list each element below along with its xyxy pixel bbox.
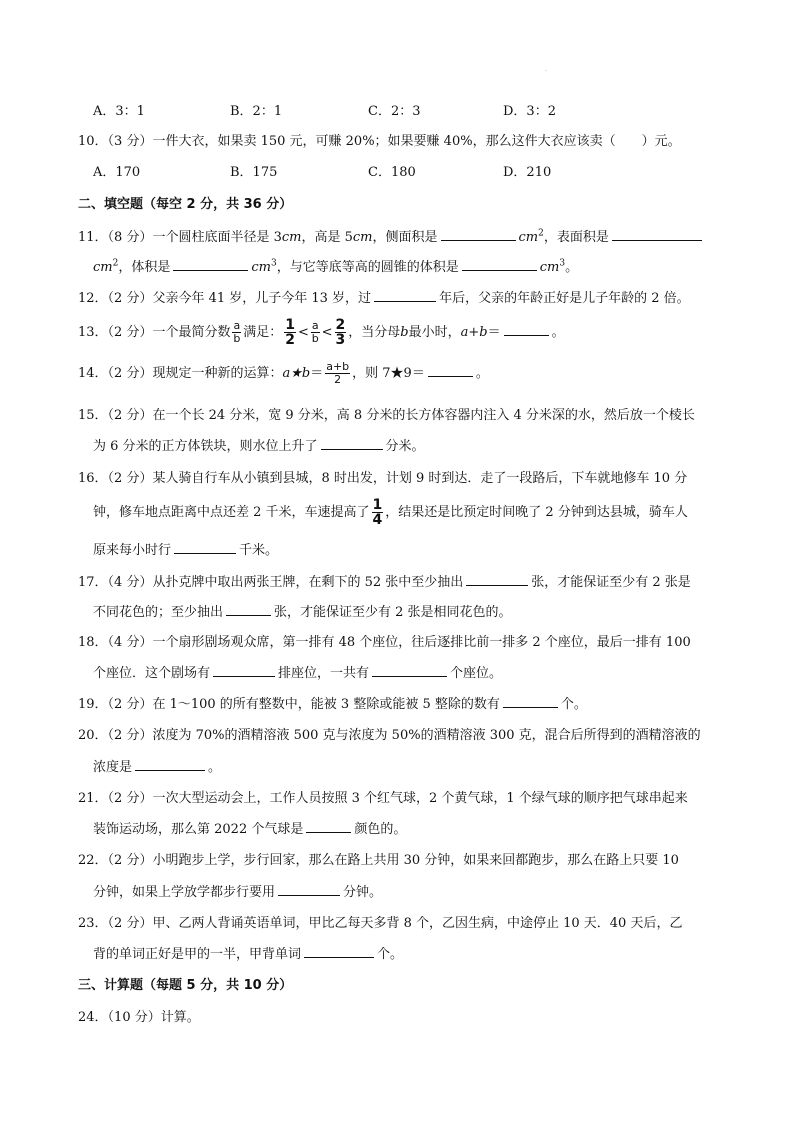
q20-blank[interactable] (135, 758, 205, 771)
q21-line2: 装饰运动场，那么第 2022 个气球是 颜色的。 (93, 822, 407, 837)
q9-option-b: B．2：1 (230, 104, 283, 119)
q19-blank[interactable] (503, 695, 558, 708)
q17-line2: 不同花色的；至少抽出 张，才能保证至少有 2 张是相同花色的。 (93, 605, 512, 620)
q12-blank[interactable] (374, 289, 436, 302)
q17-blank-2[interactable] (226, 603, 271, 616)
section-2-heading: 二、填空题（每空 2 分，共 36 分） (78, 197, 293, 212)
q23-line1: 23．（2 分）甲、乙两人背诵英语单词，甲比乙每天多背 8 个，乙因生病，中途停止 10 天．40 天后，乙 (78, 916, 683, 931)
q10-option-c: C．180 (368, 165, 416, 180)
q21-line1: 21．（2 分）一次大型运动会上，工作人员按照 3 个红气球，2 个黄气球，1 个绿气球的顺序把气球串起来 (78, 791, 688, 806)
q15-line1: 15．（2 分）在一个长 24 分米，宽 9 分米，高 8 分米的长方体容器内注入 4 分米深的水，然后放一个棱长 (78, 408, 695, 423)
q11-blank-volume[interactable] (173, 258, 248, 271)
q10-option-b: B．175 (230, 165, 278, 180)
q16-blank[interactable] (174, 541, 236, 554)
q12-line: 12．（2 分）父亲今年 41 岁，儿子今年 13 岁，过 年后，父亲的年龄正好是儿子年龄的 2 倍。 (78, 291, 690, 306)
q13-fraction-two-thirds: $\frac{2}{3}$ (335, 317, 346, 348)
q17-blank-1[interactable] (466, 573, 528, 586)
q23-blank[interactable] (304, 945, 374, 958)
q22-line2: 分钟，如果上学放学都步行要用 分钟。 (93, 885, 383, 900)
q11-blank-cone-volume[interactable] (462, 258, 537, 271)
q16-line3: 原来每小时行 千米。 (93, 543, 279, 558)
q9-option-a: A．3：1 (93, 104, 145, 119)
q20-line1: 20．（2 分）浓度为 70%的酒精溶液 500 克与浓度为 50%的酒精溶液 300 克，混合后所得到的酒精溶液的 (78, 728, 701, 743)
scan-dot: · (545, 68, 547, 75)
q11-blank-lateral-area[interactable] (441, 228, 516, 241)
q13-fraction-a-over-b-mid: $\frac{a}{b}$ (311, 319, 319, 345)
q18-line2: 个座位．这个剧场有 排座位，一共有 个座位。 (93, 666, 503, 681)
q10-text: 10．（3 分）一件大衣，如果卖 150 元，可赚 20%；如果要赚 40%，那么这件大衣应该卖（ ）元。 (78, 134, 681, 149)
q13-fraction-one-half: $\frac{1}{2}$ (285, 317, 295, 348)
q15-blank[interactable] (321, 437, 383, 450)
q16-line1: 16．（2 分）某人骑自行车从小镇到县城，8 时出发，计划 9 时到达．走了一段路后，下车就地修车 10 分 (78, 471, 688, 486)
q21-blank[interactable] (306, 820, 351, 833)
q14-fraction: $\frac{a+b}{2}$ (326, 360, 350, 386)
q14-line: 14．（2 分）现规定一种新的运算：a★b＝ $\frac{a+b}{2}$ ，则 7★9＝ 。 (78, 360, 489, 386)
q18-blank-seats[interactable] (372, 664, 447, 677)
q13-blank[interactable] (504, 323, 549, 336)
q16-fraction-one-quarter: $\frac{1}{4}$ (372, 497, 383, 528)
q11-blank-surface-area[interactable] (612, 228, 702, 241)
q20-line2: 浓度是 。 (93, 760, 222, 775)
q10-option-a: A．170 (93, 165, 141, 180)
q10-option-d: D．210 (503, 165, 552, 180)
q16-line2: 钟，修车地点距离中点还差 2 千米，车速提高了 $\frac{1}{4}$ ，结果还是比预定时间晚了 2 分钟到达县城，骑车人 (93, 497, 688, 528)
q9-option-c: C．2：3 (368, 104, 421, 119)
q13-line: 13．（2 分）一个最简分数 $\frac{a}{b}$ 满足： $\frac{1}{2}$ < $\frac{a}{b}$ < $\frac{2}{3}$ ，当分母b最小时，a+b＝ 。 (78, 317, 565, 348)
section-3-heading: 三、计算题（每题 5 分，共 10 分） (78, 978, 293, 993)
q18-line1: 18．（4 分）一个扇形剧场观众席，第一排有 48 个座位，往后逐排比前一排多 2 个座位，最后一排有 100 (78, 635, 691, 650)
q11-line1: 11．（8 分）一个圆柱底面半径是 3cm，高是 5cm，侧面积是 $cm^2$，表面积是 (78, 228, 705, 247)
q22-blank[interactable] (278, 883, 340, 896)
q11-line2: $cm^2$，体积是 $cm^3$，与它等底等高的圆锥的体积是 $cm^3$。 (93, 258, 579, 275)
q14-blank[interactable] (428, 364, 473, 377)
q23-line2: 背的单词正好是甲的一半，甲背单词 个。 (93, 947, 404, 962)
q24-line: 24．（10 分）计算。 (78, 1010, 200, 1025)
q17-line1: 17．（4 分）从扑克牌中取出两张王牌，在剩下的 52 张中至少抽出 张，才能保证至少有 2 张是 (78, 575, 691, 590)
q19-line: 19．（2 分）在 1～100 的所有整数中，能被 3 整除或能被 5 整除的数有 个。 (78, 697, 587, 712)
q15-line2: 为 6 分米的正方体铁块，则水位上升了 分米。 (93, 439, 425, 454)
q9-option-d: D．3：2 (503, 104, 556, 119)
q22-line1: 22．（2 分）小明跑步上学，步行回家，那么在路上共用 30 分钟，如果来回都跑步，那么在路上只要 10 (78, 853, 679, 868)
q13-fraction-a-over-b: $\frac{a}{b}$ (233, 319, 241, 345)
q18-blank-rows[interactable] (213, 664, 275, 677)
